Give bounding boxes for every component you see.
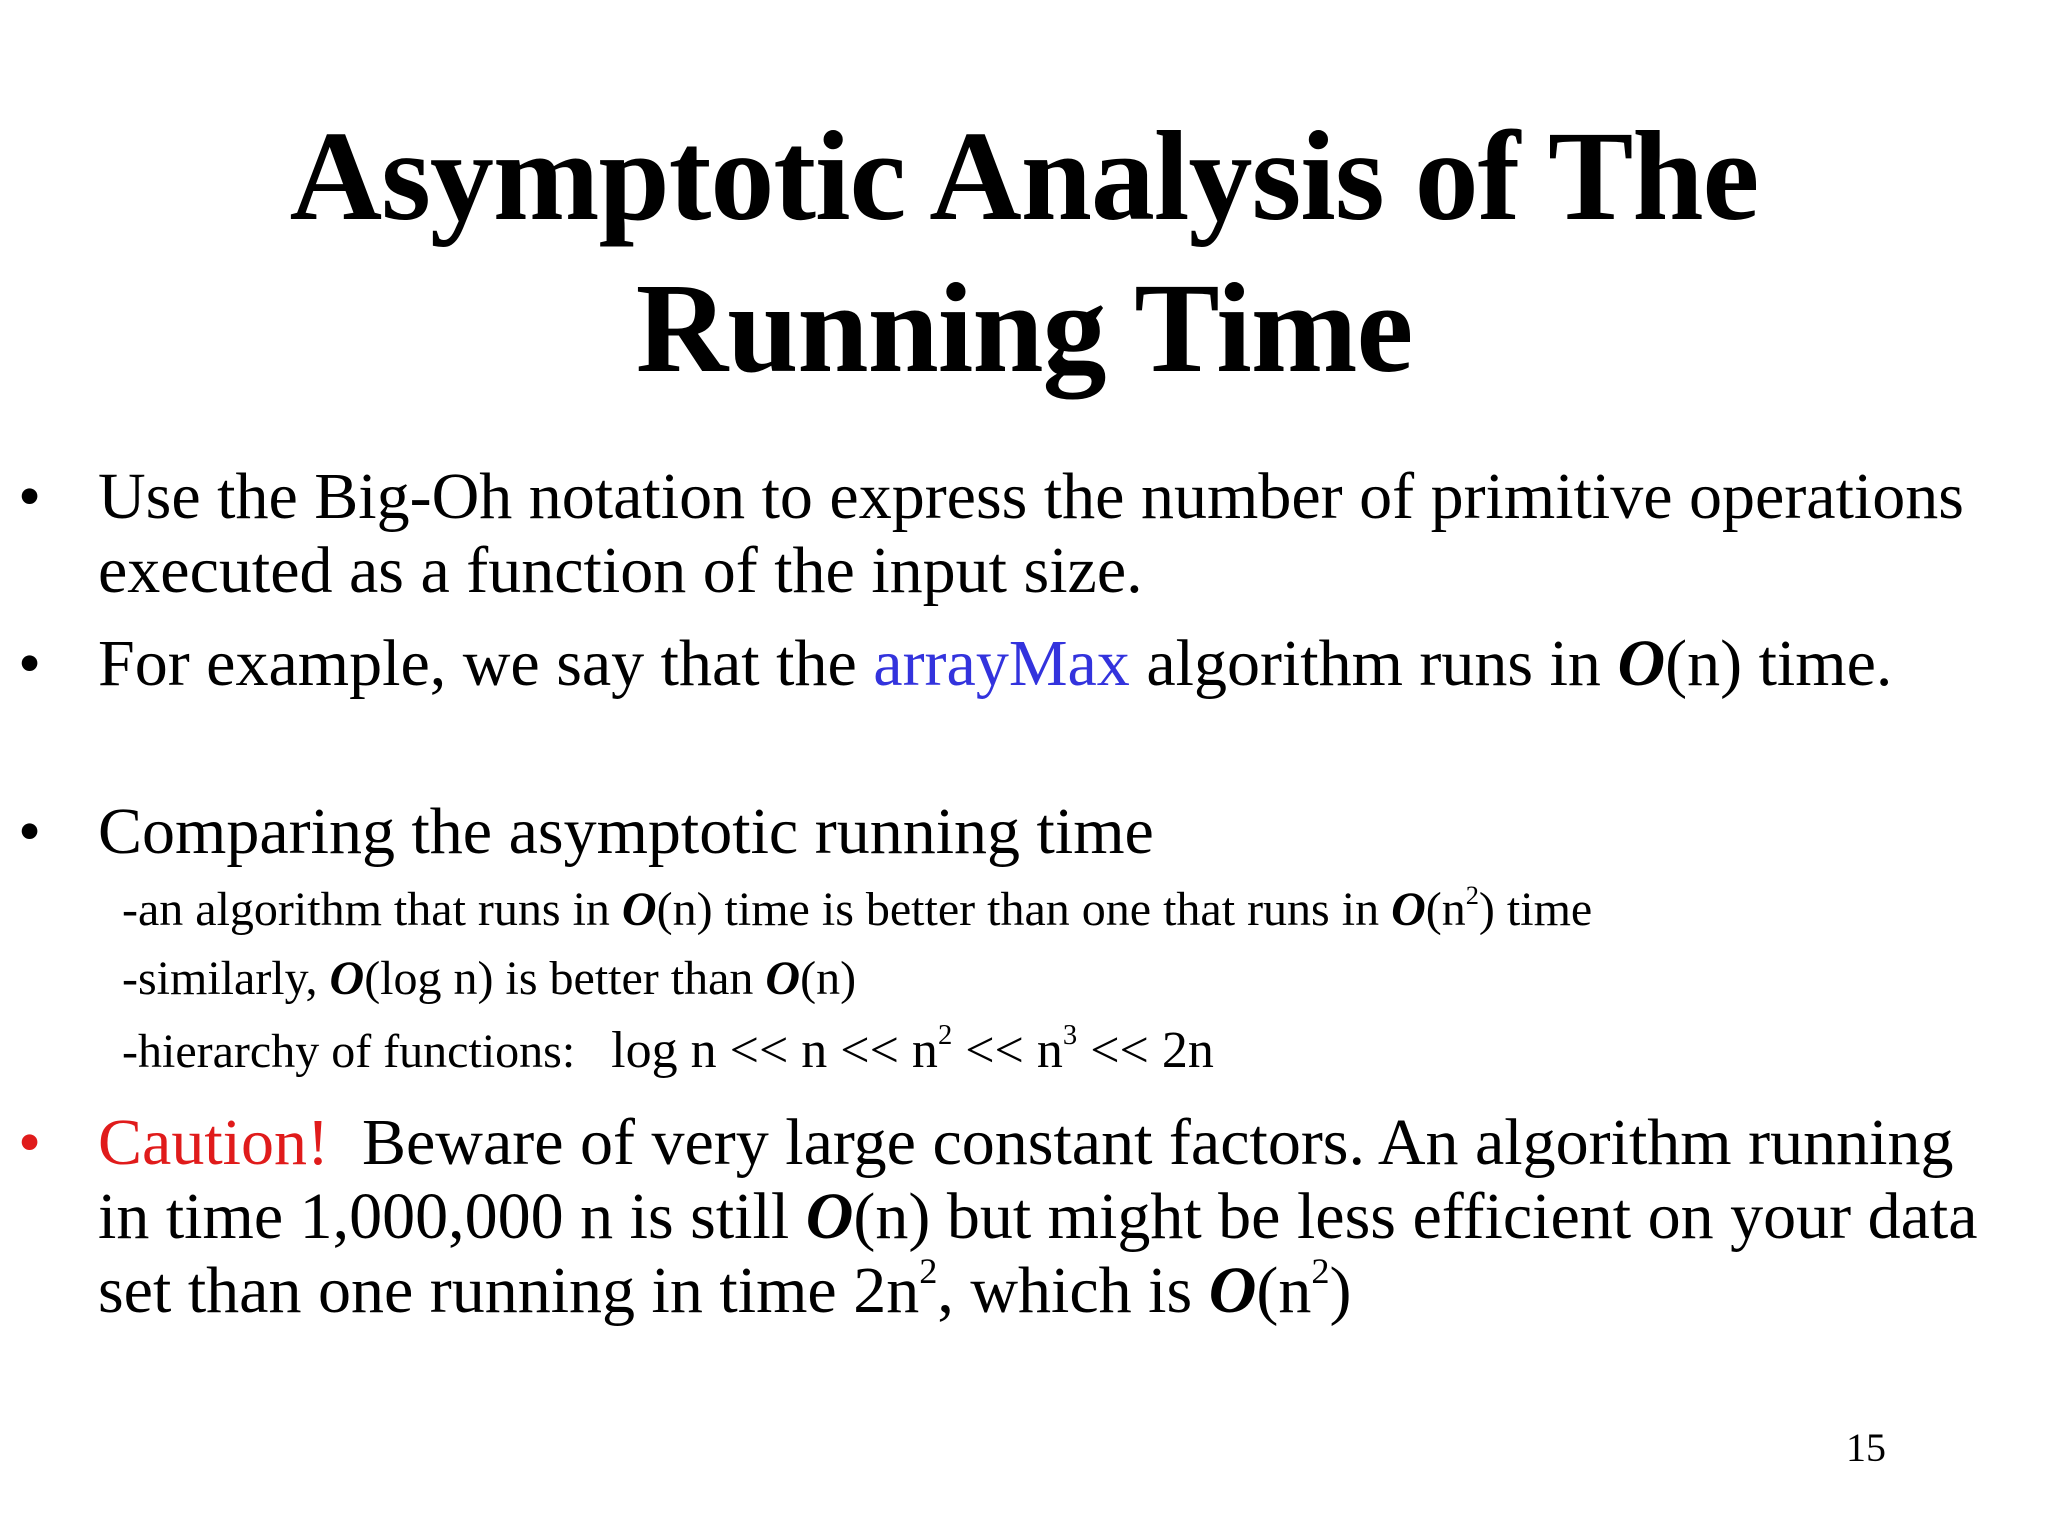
big-o-symbol: O (805, 1180, 854, 1253)
bullet-text-mid: algorithm runs in (1129, 627, 1618, 700)
bullet-text-pre: For example, we say that the (98, 627, 874, 700)
hierarchy-part: << 2n (1077, 1022, 1214, 1079)
subitem-text-mid: (n) time is better than one that runs in (656, 883, 1392, 936)
bullet-big-oh-notation (18, 460, 1978, 608)
bullet-caution (18, 1106, 1978, 1328)
hierarchy-part: << n (952, 1022, 1063, 1079)
bullet-comparing (18, 795, 1978, 869)
subitem-hierarchy (122, 1020, 1982, 1080)
caution-text: (n (1256, 1254, 1312, 1327)
hierarchy-part: log n << n << n (611, 1022, 938, 1079)
big-o-symbol: O (621, 883, 657, 936)
bullet-dot-icon: • (18, 460, 42, 533)
bullet-dot-icon: • (18, 627, 42, 700)
page-number: 15 (1846, 1425, 1886, 1470)
bullet-text: Use the Big-Oh notation to express the number of primitive operations executed as a function of the input size. (98, 460, 1964, 607)
subitem-text-post: ) time (1478, 883, 1593, 936)
big-o-symbol: O (1391, 883, 1426, 936)
caution-text: ) (1329, 1254, 1352, 1327)
subitem-text-post: (n) (800, 952, 857, 1005)
arraymax-highlight: arrayMax (873, 627, 1130, 700)
title-line-1: Asymptotic Analysis of The (289, 105, 1759, 247)
bullet-dot-icon: • (18, 1106, 42, 1179)
caution-text: (n) but might be less efficient on your data set than one running in time 2n (98, 1180, 1978, 1327)
subitem-linear-vs-quadratic (122, 879, 1982, 938)
big-o-symbol: O (329, 952, 365, 1005)
caution-text: , which is (937, 1254, 1209, 1327)
subitem-text-pre: -similarly, (122, 952, 330, 1005)
bullet-text-post: (n) time. (1665, 627, 1893, 700)
subitem-text-mid: (log n) is better than (364, 952, 766, 1005)
subitem-text-pre: -hierarchy of functions: (122, 1025, 612, 1078)
exponent: 2 (937, 1020, 953, 1052)
exponent: 3 (1062, 1020, 1078, 1052)
bullet-text: Comparing the asymptotic running time (98, 795, 1154, 868)
big-o-symbol: O (1208, 1254, 1257, 1327)
exponent: 2 (1311, 1250, 1330, 1291)
big-o-symbol: O (1617, 627, 1666, 700)
caution-text: Beware of very large constant factors. An algorithm running in time 1,000,000 n is still (98, 1106, 1970, 1253)
exponent: 2 (1465, 879, 1479, 910)
title-line-2: Running Time (635, 257, 1413, 399)
hierarchy-expression (611, 1022, 1214, 1079)
subitem-text-pre: -an algorithm that runs in (122, 883, 622, 936)
big-o-symbol: O (765, 952, 801, 1005)
subitem-log-vs-linear (122, 951, 1982, 1007)
caution-label: Caution! (98, 1106, 329, 1179)
bullet-dot-icon: • (18, 795, 42, 868)
exponent: 2 (919, 1250, 938, 1291)
subitem-text-mid2: (n (1425, 883, 1466, 936)
slide-title (0, 100, 2048, 404)
bullet-arraymax-example (18, 627, 1978, 701)
